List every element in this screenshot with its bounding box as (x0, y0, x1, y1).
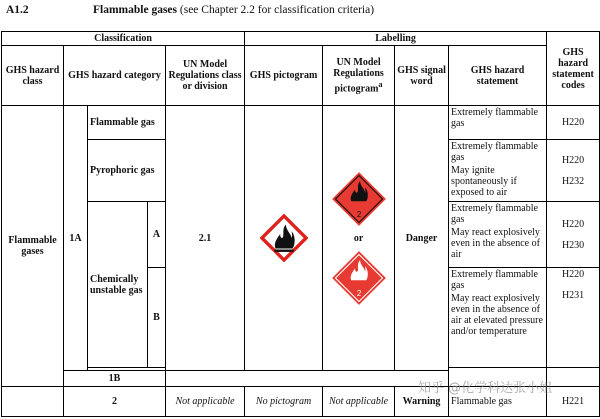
statement-line: Extremely flammable gas (451, 141, 538, 163)
statement-line: Extremely flammable gas (451, 203, 538, 225)
code-line: H220 (561, 218, 585, 230)
header-statement-codes: GHS hazard statement codes (547, 32, 600, 106)
header-un-pictogram-footnote: a (378, 79, 383, 89)
statement-chem-unstable-a (449, 202, 547, 268)
subcategory-b: B (148, 268, 166, 368)
header-signal-word: GHS signal word (395, 46, 449, 106)
code-line: H230 (561, 239, 585, 251)
header-un-pictogram (323, 46, 395, 106)
statement-pyrophoric-gas (449, 140, 547, 202)
codes-chem-unstable-b (547, 268, 600, 368)
subcategory-pyrophoric-gas: Pyrophoric gas (88, 140, 166, 202)
header-hazard-category: GHS hazard category (64, 46, 166, 106)
section-title-rest: (see Chapter 2.2 for classification criteria) (177, 4, 375, 16)
ghs-classification-table (1, 31, 600, 417)
statement-line: May ignite spontaneously if exposed to air (451, 165, 517, 198)
un-pictogram-not-applicable: Not applicable (323, 387, 395, 417)
statement-chem-unstable-b (449, 268, 547, 368)
category-1b-cell: 1B (64, 371, 166, 387)
statement-line: May react explosively even in the absence of air (451, 227, 540, 260)
labelling-group-header: Labelling (245, 32, 547, 46)
codes-cat2 (547, 387, 600, 417)
code-line: H231 (561, 290, 585, 301)
code-line: H220 (561, 154, 585, 166)
watermark-text: 知乎 @化学科达张小姐 (418, 381, 553, 396)
flame-pictogram-icon (260, 214, 308, 262)
category-2-class-cell (2, 387, 64, 417)
un-class-cell: 2.1 (166, 106, 245, 371)
hazard-class-cell: Flammable gases (2, 106, 64, 387)
category-2-cell: 2 (64, 387, 166, 417)
un-class-not-applicable: Not applicable (166, 387, 245, 417)
statement-line: Extremely flammable gas (451, 269, 538, 291)
subcategory-flammable-gas: Flammable gas (88, 106, 166, 140)
signal-word-danger: Danger (395, 106, 449, 371)
codes-flammable-gas (547, 106, 600, 140)
header-ghs-pictogram: GHS pictogram (245, 46, 323, 106)
header-un-class: UN Model Regulations class or division (166, 46, 245, 106)
subcategory-a: A (148, 202, 166, 268)
code-line: H220 (561, 117, 585, 128)
header-un-pictogram-text: UN Model Regulations pictogram (333, 56, 384, 95)
classification-group-header: Classification (2, 32, 245, 46)
statement-line: Extremely flammable gas (451, 107, 538, 129)
un-diamond-number-white: 2 (356, 288, 361, 298)
section-heading (0, 0, 600, 24)
header-hazard-class: GHS hazard class (2, 46, 64, 106)
ghs-pictogram-cell (245, 106, 323, 371)
code-line: H232 (561, 175, 585, 187)
un-flame-placard-white-icon (331, 250, 387, 306)
codes-pyrophoric-gas (547, 140, 600, 202)
un-pictogram-cell (323, 106, 395, 371)
signal-word-warning: Warning (395, 387, 449, 417)
codes-1b-placeholder (547, 368, 600, 387)
code-line: H221 (561, 396, 585, 407)
statement-cat2 (449, 387, 547, 417)
section-title-bold: Flammable gases (93, 4, 178, 16)
section-number: A1.2 (6, 4, 29, 16)
code-line: H220 (561, 269, 585, 280)
codes-chem-unstable-a (547, 202, 600, 268)
statement-1b-placeholder (449, 368, 547, 387)
category-1a-cell: 1A (64, 106, 88, 371)
un-flame-placard-black-icon (331, 171, 387, 227)
statement-line: Flammable gas (451, 396, 512, 407)
statement-flammable-gas (449, 106, 547, 140)
section-title (93, 0, 374, 20)
un-diamond-number-black: 2 (356, 209, 361, 219)
subcategory-chemically-unstable-gas: Chemically unstable gas (88, 202, 148, 368)
header-hazard-statement: GHS hazard statement (449, 46, 547, 106)
statement-line: May react explosively even in the absence of air at elevated pressure and/or temperature (451, 293, 543, 337)
or-label: or (353, 232, 364, 244)
no-pictogram-cell: No pictogram (245, 387, 323, 417)
